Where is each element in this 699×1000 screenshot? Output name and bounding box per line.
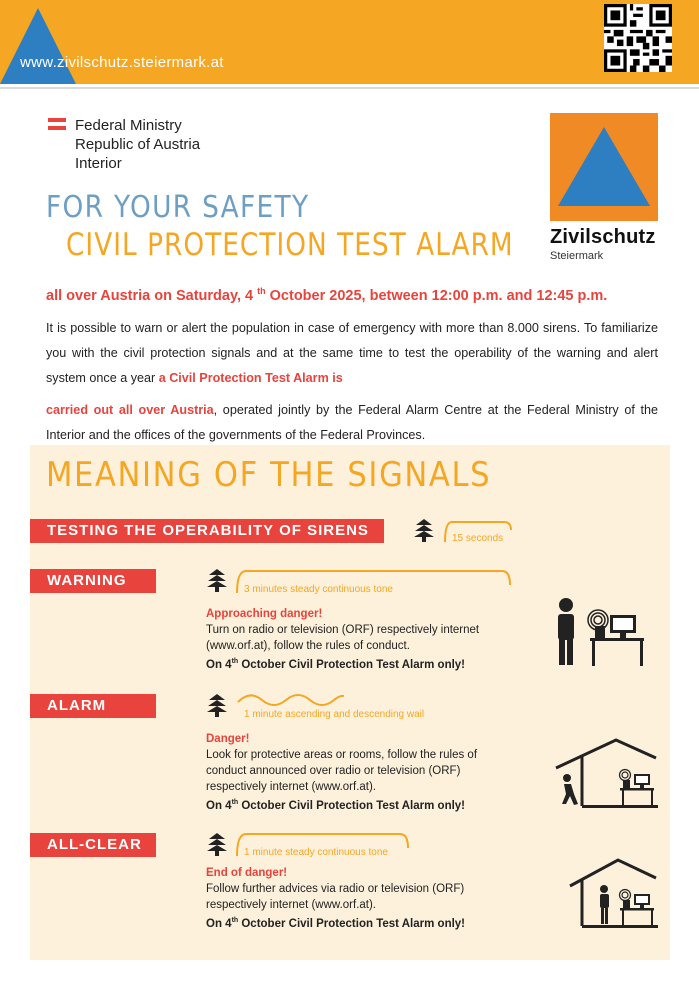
austria-flag-icon (48, 118, 66, 130)
allclear-note (206, 913, 506, 932)
note-part-a: On 4 (206, 799, 232, 812)
allclear-tone: 1 minute steady continuous tone (244, 847, 388, 858)
alarm-note (206, 795, 506, 814)
allclear-label: ALL-CLEAR (30, 833, 156, 857)
qr-code-icon[interactable] (604, 4, 672, 72)
intro-p2: , operated jointly by the Federal Alarm Centre at the Federal Ministry of the Interior and the offices of the governments of the Federal Provinces. (46, 403, 658, 442)
zivilschutz-logo (550, 113, 658, 221)
warning-heading: Approaching danger! (206, 608, 323, 620)
person-inside-house-icon (568, 858, 660, 928)
warning-text: Turn on radio or television (ORF) respectively internet (www.orf.at), follow the rules of conduct. (206, 624, 480, 652)
alarm-heading: Danger! (206, 733, 250, 745)
intro-paragraph-2 (46, 398, 658, 448)
logo-name: Zivilschutz (550, 226, 656, 248)
allclear-text: Follow further advices via radio or television (ORF) respectively internet (www.orf.at). (206, 883, 465, 911)
ministry-name (75, 116, 200, 173)
intro-paragraph-1 (46, 316, 658, 391)
test-date (46, 286, 607, 304)
note-sup: th (231, 799, 239, 806)
header-divider (0, 87, 699, 89)
ministry-line3: Interior (75, 155, 122, 172)
intro-p1-highlight: a Civil Protection Test Alarm is (158, 371, 343, 385)
intro-text (46, 316, 658, 448)
intro-p2-highlight: carried out all over Austria (46, 403, 214, 417)
note-part-b: October Civil Protection Test Alarm only! (238, 799, 466, 812)
ministry-line2: Republic of Austria (75, 136, 201, 153)
alarm-description (206, 731, 506, 814)
note-part-a: On 4 (206, 658, 232, 671)
triangle-logo-icon (550, 113, 658, 221)
date-suffix: October 2025, between 12:00 p.m. and 12:45 p.m. (265, 287, 608, 304)
alarm-tone: 1 minute ascending and descending wail (244, 709, 425, 720)
warning-label: WARNING (30, 569, 156, 593)
warning-description (206, 606, 506, 673)
tone-wail-icon (234, 688, 354, 710)
siren-icon (412, 518, 436, 542)
title-line1: FOR YOUR SAFETY (46, 190, 310, 225)
alarm-text: Look for protective areas or rooms, follow the rules of conduct announced over radio or television (ORF) respectively internet (www.orf.at). (206, 749, 478, 793)
siren-icon (205, 832, 229, 856)
note-part-b: October Civil Protection Test Alarm only! (238, 658, 466, 671)
person-entering-house-icon (552, 738, 660, 808)
warning-note (206, 654, 506, 673)
note-part-a: On 4 (206, 917, 232, 930)
siren-icon (205, 693, 229, 717)
date-prefix: all over Austria on Saturday, 4 (46, 287, 258, 304)
allclear-heading: End of danger! (206, 867, 288, 879)
date-sup: th (257, 286, 266, 296)
note-sup: th (231, 917, 239, 924)
note-sup: th (231, 658, 239, 665)
website-url[interactable]: www.zivilschutz.steiermark.at (20, 54, 224, 71)
title-line2: CIVIL PROTECTION TEST ALARM (66, 227, 514, 263)
test-label: TESTING THE OPERABILITY OF SIRENS (30, 519, 384, 543)
alarm-label: ALARM (30, 694, 156, 718)
signals-title: MEANING OF THE SIGNALS (46, 455, 492, 495)
siren-icon (205, 568, 229, 592)
allclear-description (206, 865, 506, 932)
test-duration: 15 seconds (452, 533, 504, 544)
triangle-logo-icon (0, 8, 150, 84)
warning-tone: 3 minutes steady continuous tone (244, 584, 393, 595)
ministry-line1: Federal Ministry (75, 117, 182, 134)
person-at-home-icon (552, 596, 646, 668)
intro-p1: It is possible to warn or alert the population in case of emergency with more than 8.000 sirens. To familiarize you with the civil protection signals and at the same time to test the operability of the warning and alert system once a year (46, 321, 658, 385)
logo-subtitle: Steiermark (550, 250, 604, 262)
note-part-b: October Civil Protection Test Alarm only! (238, 917, 466, 930)
